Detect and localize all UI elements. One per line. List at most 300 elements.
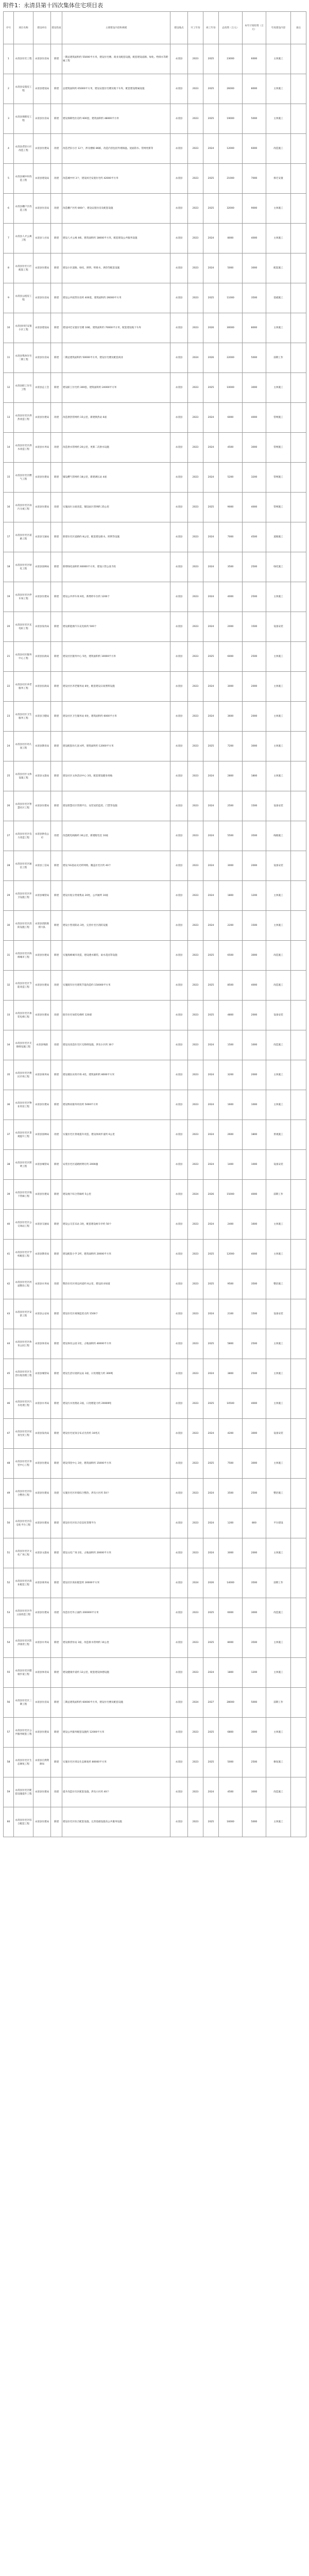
cell-project-name: 永清县住宅区综合配套工程 bbox=[14, 1807, 33, 1837]
cell-nature: 新建 bbox=[51, 1419, 62, 1449]
table-row bbox=[4, 253, 306, 283]
cell-nature: 新建 bbox=[51, 911, 62, 941]
cell-annual-content: 主体施工 bbox=[266, 1090, 291, 1120]
cell-annual-content: 线路施工 bbox=[266, 821, 291, 851]
cell-start-year: 2023 bbox=[188, 164, 203, 194]
cell-end-year: 2026 bbox=[203, 1180, 219, 1210]
cell-total-investment: 16000 bbox=[219, 1807, 243, 1837]
column-header: 项目名称 bbox=[14, 12, 33, 44]
cell-annual-content: 管网施工 bbox=[266, 493, 291, 522]
cell-note bbox=[291, 761, 306, 791]
cell-note bbox=[291, 1538, 306, 1568]
cell-location: 永清县 bbox=[170, 642, 188, 672]
table-row bbox=[4, 1688, 306, 1718]
cell-number: 26 bbox=[4, 791, 14, 821]
cell-unit: 永清县自然资源局 bbox=[33, 1748, 51, 1777]
cell-unit: 永清县公安局 bbox=[33, 1299, 51, 1329]
cell-annual-content: 绿化施工 bbox=[266, 552, 291, 582]
cell-annual-content: 主体施工 bbox=[266, 672, 291, 702]
cell-number: 21 bbox=[4, 642, 14, 672]
table-row bbox=[4, 971, 306, 1001]
cell-project-name: 永清县职工住宅工程 bbox=[14, 373, 33, 403]
cell-plan-investment: 3500 bbox=[243, 1269, 266, 1299]
table-row bbox=[4, 732, 306, 761]
cell-end-year: 2026 bbox=[203, 1568, 219, 1598]
cell-total-investment: 6000 bbox=[219, 642, 243, 672]
cell-nature: 改建 bbox=[51, 1030, 62, 1060]
cell-location: 永清县 bbox=[170, 194, 188, 224]
cell-project-name: 永清县住宅区商业配套工程 bbox=[14, 1568, 33, 1598]
cell-location: 永清县 bbox=[170, 373, 188, 403]
cell-location: 永清县 bbox=[170, 1568, 188, 1598]
cell-note bbox=[291, 1509, 306, 1538]
cell-nature: 新建 bbox=[51, 642, 62, 672]
cell-start-year: 2023 bbox=[188, 403, 203, 433]
cell-total-investment: 6800 bbox=[219, 1718, 243, 1748]
cell-annual-content: 景观施工 bbox=[266, 1120, 291, 1150]
cell-annual-content: 设备安装 bbox=[266, 1001, 291, 1030]
cell-note bbox=[291, 1269, 306, 1299]
cell-location: 永清县 bbox=[170, 1658, 188, 1688]
cell-plan-investment: 2000 bbox=[243, 851, 266, 881]
table-row bbox=[4, 1299, 306, 1329]
cell-location: 永清县 bbox=[170, 1807, 188, 1837]
column-header: 主要建设内容和规模 bbox=[62, 12, 170, 44]
cell-location: 永清县 bbox=[170, 313, 188, 343]
table-row bbox=[4, 313, 306, 343]
table-row bbox=[4, 612, 306, 642]
cell-start-year: 2023 bbox=[188, 941, 203, 971]
table-row bbox=[4, 702, 306, 732]
cell-note bbox=[291, 403, 306, 433]
cell-project-name: 永清县住宅区供水改造工程 bbox=[14, 433, 33, 463]
cell-plan-investment: 4000 bbox=[243, 1180, 266, 1210]
cell-scope: 实施住宅区环境综合整治，涉及小区约 50个 bbox=[62, 1479, 170, 1509]
cell-start-year: 2023 bbox=[188, 1329, 203, 1359]
cell-scope: 建设垃圾分类收集站 20处，公共厕所 10座 bbox=[62, 881, 170, 911]
cell-end-year: 2025 bbox=[203, 373, 219, 403]
cell-scope: 建设生活垃圾转运站 3座，日处理能力约 300吨 bbox=[62, 1359, 170, 1389]
cell-total-investment: 2600 bbox=[219, 1120, 243, 1150]
cell-location: 永清县 bbox=[170, 761, 188, 791]
cell-scope: 改造老旧小区 12个，涉及楼栋 86栋，改造内容包括外墙保温、屋面防水、管网更新等 bbox=[62, 134, 170, 164]
cell-plan-investment: 1000 bbox=[243, 1090, 266, 1120]
project-table bbox=[3, 11, 306, 1837]
table-row bbox=[4, 1060, 306, 1090]
cell-start-year: 2023 bbox=[188, 253, 203, 283]
cell-location: 永清县 bbox=[170, 851, 188, 881]
cell-unit: 永清县发改局 bbox=[33, 612, 51, 642]
cell-annual-content: 主体施工 bbox=[266, 74, 291, 104]
cell-scope: 安装住宅区道路照明灯约 2000盏 bbox=[62, 1150, 170, 1180]
cell-nature: 改建 bbox=[51, 1479, 62, 1509]
cell-plan-investment: 5000 bbox=[243, 1807, 266, 1837]
column-header: 备注 bbox=[291, 12, 306, 44]
cell-note bbox=[291, 941, 306, 971]
cell-plan-investment: 4000 bbox=[243, 971, 266, 1001]
cell-end-year: 2024 bbox=[203, 1210, 219, 1240]
cell-start-year: 2023 bbox=[188, 971, 203, 1001]
cell-plan-investment: 1600 bbox=[243, 1210, 266, 1240]
cell-total-investment: 9500 bbox=[219, 1269, 243, 1299]
cell-plan-investment: 4000 bbox=[243, 1389, 266, 1419]
cell-start-year: 2024 bbox=[188, 1180, 203, 1210]
cell-location: 永清县 bbox=[170, 44, 188, 74]
cell-total-investment: 8000 bbox=[219, 224, 243, 253]
cell-note bbox=[291, 44, 306, 74]
cell-nature: 改建 bbox=[51, 493, 62, 522]
cell-number: 23 bbox=[4, 702, 14, 732]
cell-total-investment: 2000 bbox=[219, 612, 243, 642]
cell-unit: 永清县住房局 bbox=[33, 194, 51, 224]
cell-scope: 建设小型消防站 3处，完善住宅区消防设施 bbox=[62, 911, 170, 941]
cell-note bbox=[291, 74, 306, 104]
cell-project-name: 永清县住宅区物业用房工程 bbox=[14, 1090, 33, 1120]
cell-location: 永清县 bbox=[170, 1030, 188, 1060]
cell-annual-content: 管网施工 bbox=[266, 463, 291, 493]
cell-nature: 新建 bbox=[51, 224, 62, 253]
cell-nature: 改建 bbox=[51, 194, 62, 224]
cell-annual-content: 主体施工 bbox=[266, 194, 291, 224]
cell-annual-content: 设备安装 bbox=[266, 1419, 291, 1449]
cell-total-investment: 9000 bbox=[219, 493, 243, 522]
cell-number: 47 bbox=[4, 1419, 14, 1449]
cell-start-year: 2023 bbox=[188, 1479, 203, 1509]
cell-start-year: 2023 bbox=[188, 1449, 203, 1479]
table-row bbox=[4, 463, 306, 493]
cell-scope: 建设 5G基站及光纤网络，覆盖住宅区约 40个 bbox=[62, 851, 170, 881]
cell-plan-investment: 3500 bbox=[243, 1628, 266, 1658]
cell-annual-content: 改造施工 bbox=[266, 1030, 291, 1060]
column-header: 建设地点 bbox=[170, 12, 188, 44]
cell-nature: 新建 bbox=[51, 582, 62, 612]
cell-location: 永清县 bbox=[170, 1777, 188, 1807]
cell-number: 19 bbox=[4, 582, 14, 612]
cell-plan-investment: 3000 bbox=[243, 1598, 266, 1628]
cell-unit: 永清县人社局 bbox=[33, 224, 51, 253]
cell-number: 9 bbox=[4, 283, 14, 313]
cell-scope: 建设公共租赁住房约 400套，建筑面积约 26000平方米 bbox=[62, 283, 170, 313]
cell-location: 永清县 bbox=[170, 164, 188, 194]
cell-start-year: 2023 bbox=[188, 1150, 203, 1180]
cell-end-year: 2024 bbox=[203, 1658, 219, 1688]
cell-unit: 永清县商务局 bbox=[33, 1060, 51, 1090]
cell-unit: 永清县发改局 bbox=[33, 1419, 51, 1449]
cell-nature: 新建 bbox=[51, 1449, 62, 1479]
cell-annual-content: 主体施工 bbox=[266, 732, 291, 761]
cell-project-name: 永清县住宅区充电桩工程 bbox=[14, 612, 33, 642]
cell-unit: 永清县住房局 bbox=[33, 283, 51, 313]
cell-annual-content: 主体施工 bbox=[266, 642, 291, 672]
cell-annual-content: 主体施工 bbox=[266, 224, 291, 253]
cell-start-year: 2023 bbox=[188, 313, 203, 343]
cell-nature: 新建 bbox=[51, 732, 62, 761]
cell-plan-investment: 3000 bbox=[243, 732, 266, 761]
cell-nature: 新建 bbox=[51, 1688, 62, 1718]
cell-plan-investment: 4000 bbox=[243, 403, 266, 433]
cell-annual-content: 主体施工 bbox=[266, 1449, 291, 1479]
cell-nature: 新建 bbox=[51, 1628, 62, 1658]
cell-location: 永清县 bbox=[170, 1509, 188, 1538]
cell-end-year: 2024 bbox=[203, 761, 219, 791]
cell-nature: 新建 bbox=[51, 761, 62, 791]
cell-end-year: 2025 bbox=[203, 971, 219, 1001]
cell-number: 51 bbox=[4, 1538, 14, 1568]
cell-total-investment: 26000 bbox=[219, 74, 243, 104]
cell-note bbox=[291, 672, 306, 702]
cell-unit: 永清县城管局 bbox=[33, 1359, 51, 1389]
cell-scope: 建设回迁安置住宅楼 10栋，建筑面积约 70000平方米，配套建设地下车库 bbox=[62, 313, 170, 343]
cell-unit: 永清县交通局 bbox=[33, 522, 51, 552]
cell-total-investment: 5200 bbox=[219, 463, 243, 493]
cell-end-year: 2024 bbox=[203, 1359, 219, 1389]
cell-unit: 永清县水务局 bbox=[33, 1389, 51, 1419]
cell-total-investment: 6000 bbox=[219, 403, 243, 433]
cell-nature: 新建 bbox=[51, 343, 62, 373]
cell-scope: 建设公共服务配套设施约 12000平方米 bbox=[62, 1718, 170, 1748]
cell-project-name: 永清县住宅区信息化平台工程 bbox=[14, 1509, 33, 1538]
cell-unit: 永清县交通局 bbox=[33, 1210, 51, 1240]
cell-unit: 永清县住建局 bbox=[33, 1777, 51, 1807]
table-row bbox=[4, 1777, 306, 1807]
cell-end-year: 2024 bbox=[203, 1538, 219, 1568]
cell-project-name: 永清县回迁安置小区工程 bbox=[14, 313, 33, 343]
cell-end-year: 2025 bbox=[203, 164, 219, 194]
cell-note bbox=[291, 343, 306, 373]
cell-scope: 建设保障性住房约 600套，建筑面积约 48000平方米 bbox=[62, 104, 170, 134]
cell-plan-investment: 1000 bbox=[243, 1030, 266, 1060]
cell-unit: 永清县文旅局 bbox=[33, 761, 51, 791]
cell-scope: 实施雨污分流改造，铺设雨污管网约 25公里 bbox=[62, 493, 170, 522]
cell-scope: 建设住宅屋顶分布式光伏约 10兆瓦 bbox=[62, 1419, 170, 1449]
cell-location: 永清县 bbox=[170, 1359, 188, 1389]
table-row bbox=[4, 134, 306, 164]
cell-location: 永清县 bbox=[170, 1389, 188, 1419]
cell-number: 24 bbox=[4, 732, 14, 761]
cell-project-name: 永清县住宅区体育公园工程 bbox=[14, 1329, 33, 1359]
cell-start-year: 2023 bbox=[188, 881, 203, 911]
column-header: 建设性质 bbox=[51, 12, 62, 44]
cell-nature: 新建 bbox=[51, 313, 62, 343]
table-row bbox=[4, 1120, 306, 1150]
cell-nature: 新建 bbox=[51, 104, 62, 134]
cell-total-investment: 11000 bbox=[219, 283, 243, 313]
cell-project-name: 永清县住宅区配套设施提升工程 bbox=[14, 1777, 33, 1807]
cell-start-year: 2023 bbox=[188, 702, 203, 732]
cell-plan-investment: 8000 bbox=[243, 313, 266, 343]
table-row bbox=[4, 1538, 306, 1568]
cell-nature: 新建 bbox=[51, 1748, 62, 1777]
cell-unit: 永清县城管局 bbox=[33, 881, 51, 911]
cell-number: 2 bbox=[4, 74, 14, 104]
cell-note bbox=[291, 1359, 306, 1389]
cell-start-year: 2023 bbox=[188, 1777, 203, 1807]
cell-start-year: 2023 bbox=[188, 1718, 203, 1748]
cell-end-year: 2024 bbox=[203, 702, 219, 732]
cell-annual-content: 管网施工 bbox=[266, 433, 291, 463]
cell-location: 永清县 bbox=[170, 881, 188, 911]
cell-project-name: 永清县住宅区节能改造工程 bbox=[14, 971, 33, 1001]
cell-end-year: 2027 bbox=[203, 1688, 219, 1718]
cell-location: 永清县 bbox=[170, 1718, 188, 1748]
cell-annual-content: 主体施工 bbox=[266, 44, 291, 74]
cell-annual-content: 主体施工 bbox=[266, 104, 291, 134]
cell-scope: 建设公共停车场 6处，新增停车位约 1200个 bbox=[62, 582, 170, 612]
cell-location: 永清县 bbox=[170, 1628, 188, 1658]
cell-start-year: 2023 bbox=[188, 1389, 203, 1419]
cell-location: 永清县 bbox=[170, 732, 188, 761]
cell-scope: 实施住宅区周边生态修复约 80000平方米 bbox=[62, 1748, 170, 1777]
cell-scope: 建设智慧社区管理平台，安装安防监控、门禁等设施 bbox=[62, 791, 170, 821]
cell-end-year: 2025 bbox=[203, 1807, 219, 1837]
cell-project-name: 永清县住宅区公共服务配套工程 bbox=[14, 1718, 33, 1748]
cell-note bbox=[291, 433, 306, 463]
cell-nature: 新建 bbox=[51, 1359, 62, 1389]
cell-total-investment: 7500 bbox=[219, 1449, 243, 1479]
cell-total-investment: 14000 bbox=[219, 1568, 243, 1598]
cell-note bbox=[291, 224, 306, 253]
cell-location: 永清县 bbox=[170, 612, 188, 642]
cell-annual-content: 设备安装 bbox=[266, 612, 291, 642]
cell-end-year: 2024 bbox=[203, 1090, 219, 1120]
cell-note bbox=[291, 1718, 306, 1748]
cell-annual-content: 主体施工 bbox=[266, 1359, 291, 1389]
cell-plan-investment: 1200 bbox=[243, 881, 266, 911]
cell-number: 42 bbox=[4, 1269, 14, 1299]
cell-nature: 新建 bbox=[51, 1389, 62, 1419]
cell-location: 永清县 bbox=[170, 552, 188, 582]
cell-location: 永清县 bbox=[170, 1240, 188, 1269]
cell-end-year: 2025 bbox=[203, 732, 219, 761]
cell-plan-investment: 8000 bbox=[243, 74, 266, 104]
cell-total-investment: 3500 bbox=[219, 1479, 243, 1509]
cell-note bbox=[291, 1240, 306, 1269]
cell-location: 永清县 bbox=[170, 1210, 188, 1240]
table-row bbox=[4, 44, 306, 74]
table-row bbox=[4, 761, 306, 791]
cell-scope: 建设社区卫生服务站 6处，建筑面积约 6000平方米 bbox=[62, 702, 170, 732]
cell-start-year: 2023 bbox=[188, 1807, 203, 1837]
cell-scope: 既有住宅加装电梯约 120部 bbox=[62, 1001, 170, 1030]
cell-project-name: 永清县住宅区学校配套工程 bbox=[14, 1240, 33, 1269]
cell-number: 36 bbox=[4, 1090, 14, 1120]
cell-annual-content: 整治施工 bbox=[266, 1269, 291, 1299]
cell-annual-content: 配套施工 bbox=[266, 253, 291, 283]
cell-start-year: 2023 bbox=[188, 672, 203, 702]
cell-number: 38 bbox=[4, 1150, 14, 1180]
cell-unit: 永清县文旅局 bbox=[33, 1538, 51, 1568]
cell-start-year: 2023 bbox=[188, 791, 203, 821]
cell-scope: 建设人才公寓 4栋，建筑面积约 18000平方米，配套建设公共服务设施 bbox=[62, 224, 170, 253]
cell-plan-investment: 1500 bbox=[243, 612, 266, 642]
cell-number: 32 bbox=[4, 971, 14, 1001]
cell-note bbox=[291, 194, 306, 224]
cell-start-year: 2023 bbox=[188, 373, 203, 403]
cell-project-name: 永清县住宅区停车场工程 bbox=[14, 582, 33, 612]
cell-unit: 永清县园林局 bbox=[33, 1120, 51, 1150]
cell-end-year: 2025 bbox=[203, 283, 219, 313]
cell-annual-content: 主体施工 bbox=[266, 1807, 291, 1837]
cell-number: 43 bbox=[4, 1299, 14, 1329]
cell-start-year: 2023 bbox=[188, 732, 203, 761]
cell-annual-content: 主体施工 bbox=[266, 1658, 291, 1688]
cell-number: 31 bbox=[4, 941, 14, 971]
cell-nature: 新建 bbox=[51, 1658, 62, 1688]
cell-number: 18 bbox=[4, 552, 14, 582]
cell-total-investment: 28000 bbox=[219, 1688, 243, 1718]
cell-number: 10 bbox=[4, 313, 14, 343]
cell-location: 永清县 bbox=[170, 1748, 188, 1777]
cell-unit: 永清县工信局 bbox=[33, 851, 51, 881]
cell-scope: 改造配电线路约 30公里，新建配电室 10座 bbox=[62, 821, 170, 851]
cell-plan-investment: 2000 bbox=[243, 1001, 266, 1030]
cell-annual-content: 设备安装 bbox=[266, 1299, 291, 1329]
cell-nature: 新建 bbox=[51, 702, 62, 732]
cell-nature: 改建 bbox=[51, 403, 62, 433]
table-row bbox=[4, 672, 306, 702]
cell-unit: 永清县住建局 bbox=[33, 1090, 51, 1120]
cell-note bbox=[291, 1628, 306, 1658]
cell-end-year: 2025 bbox=[203, 941, 219, 971]
cell-annual-content: 改造施工 bbox=[266, 971, 291, 1001]
cell-total-investment: 1600 bbox=[219, 1090, 243, 1120]
table-row bbox=[4, 1479, 306, 1509]
cell-start-year: 2023 bbox=[188, 74, 203, 104]
cell-end-year: 2025 bbox=[203, 74, 219, 104]
cell-note bbox=[291, 104, 306, 134]
cell-scope: 改造城中村 3个，建设回迁安置住宅约 42000平方米 bbox=[62, 164, 170, 194]
cell-number: 55 bbox=[4, 1658, 14, 1688]
cell-end-year: 2025 bbox=[203, 104, 219, 134]
cell-project-name: 永清县安置房工程 bbox=[14, 74, 33, 104]
cell-nature: 新建 bbox=[51, 253, 62, 283]
cell-number: 41 bbox=[4, 1240, 14, 1269]
cell-total-investment: 1800 bbox=[219, 881, 243, 911]
cell-project-name: 永清县住宅区无障碍设施工程 bbox=[14, 1030, 33, 1060]
cell-total-investment: 3600 bbox=[219, 702, 243, 732]
cell-scope: 建设住宅区视频监控点约 1500个 bbox=[62, 1299, 170, 1329]
table-row bbox=[4, 373, 306, 403]
cell-number: 45 bbox=[4, 1359, 14, 1389]
cell-total-investment: 6000 bbox=[219, 1598, 243, 1628]
cell-location: 永清县 bbox=[170, 582, 188, 612]
cell-unit: 永清县民政局 bbox=[33, 672, 51, 702]
cell-location: 永清县 bbox=[170, 253, 188, 283]
cell-annual-content: 前期工作 bbox=[266, 1568, 291, 1598]
cell-number: 30 bbox=[4, 911, 14, 941]
cell-start-year: 2023 bbox=[188, 463, 203, 493]
cell-annual-content: 前期工作 bbox=[266, 1688, 291, 1718]
cell-scope: 建设社区文体活动中心 3处，配套建设健身场地 bbox=[62, 761, 170, 791]
cell-unit: 永清县住建局 bbox=[33, 1449, 51, 1479]
cell-number: 56 bbox=[4, 1688, 14, 1718]
cell-nature: 改建 bbox=[51, 1269, 62, 1299]
cell-total-investment: 3200 bbox=[219, 1060, 243, 1090]
cell-scope: 建设新能源汽车充电桩约 500个 bbox=[62, 612, 170, 642]
cell-note bbox=[291, 313, 306, 343]
cell-nature: 新建 bbox=[51, 1299, 62, 1329]
cell-unit: 永清县住建局 bbox=[33, 463, 51, 493]
cell-scope: 建设社区养老服务站 8处，配套建设日间照料设施 bbox=[62, 672, 170, 702]
cell-end-year: 2026 bbox=[203, 313, 219, 343]
cell-number: 17 bbox=[4, 522, 14, 552]
cell-start-year: 2023 bbox=[188, 1628, 203, 1658]
cell-number: 59 bbox=[4, 1777, 14, 1807]
table-row bbox=[4, 1807, 306, 1837]
cell-start-year: 2023 bbox=[188, 1210, 203, 1240]
cell-unit: 永清县消防救援大队 bbox=[33, 911, 51, 941]
cell-scope: 建设及改造住宅区无障碍设施，涉及小区约 30个 bbox=[62, 1030, 170, 1060]
